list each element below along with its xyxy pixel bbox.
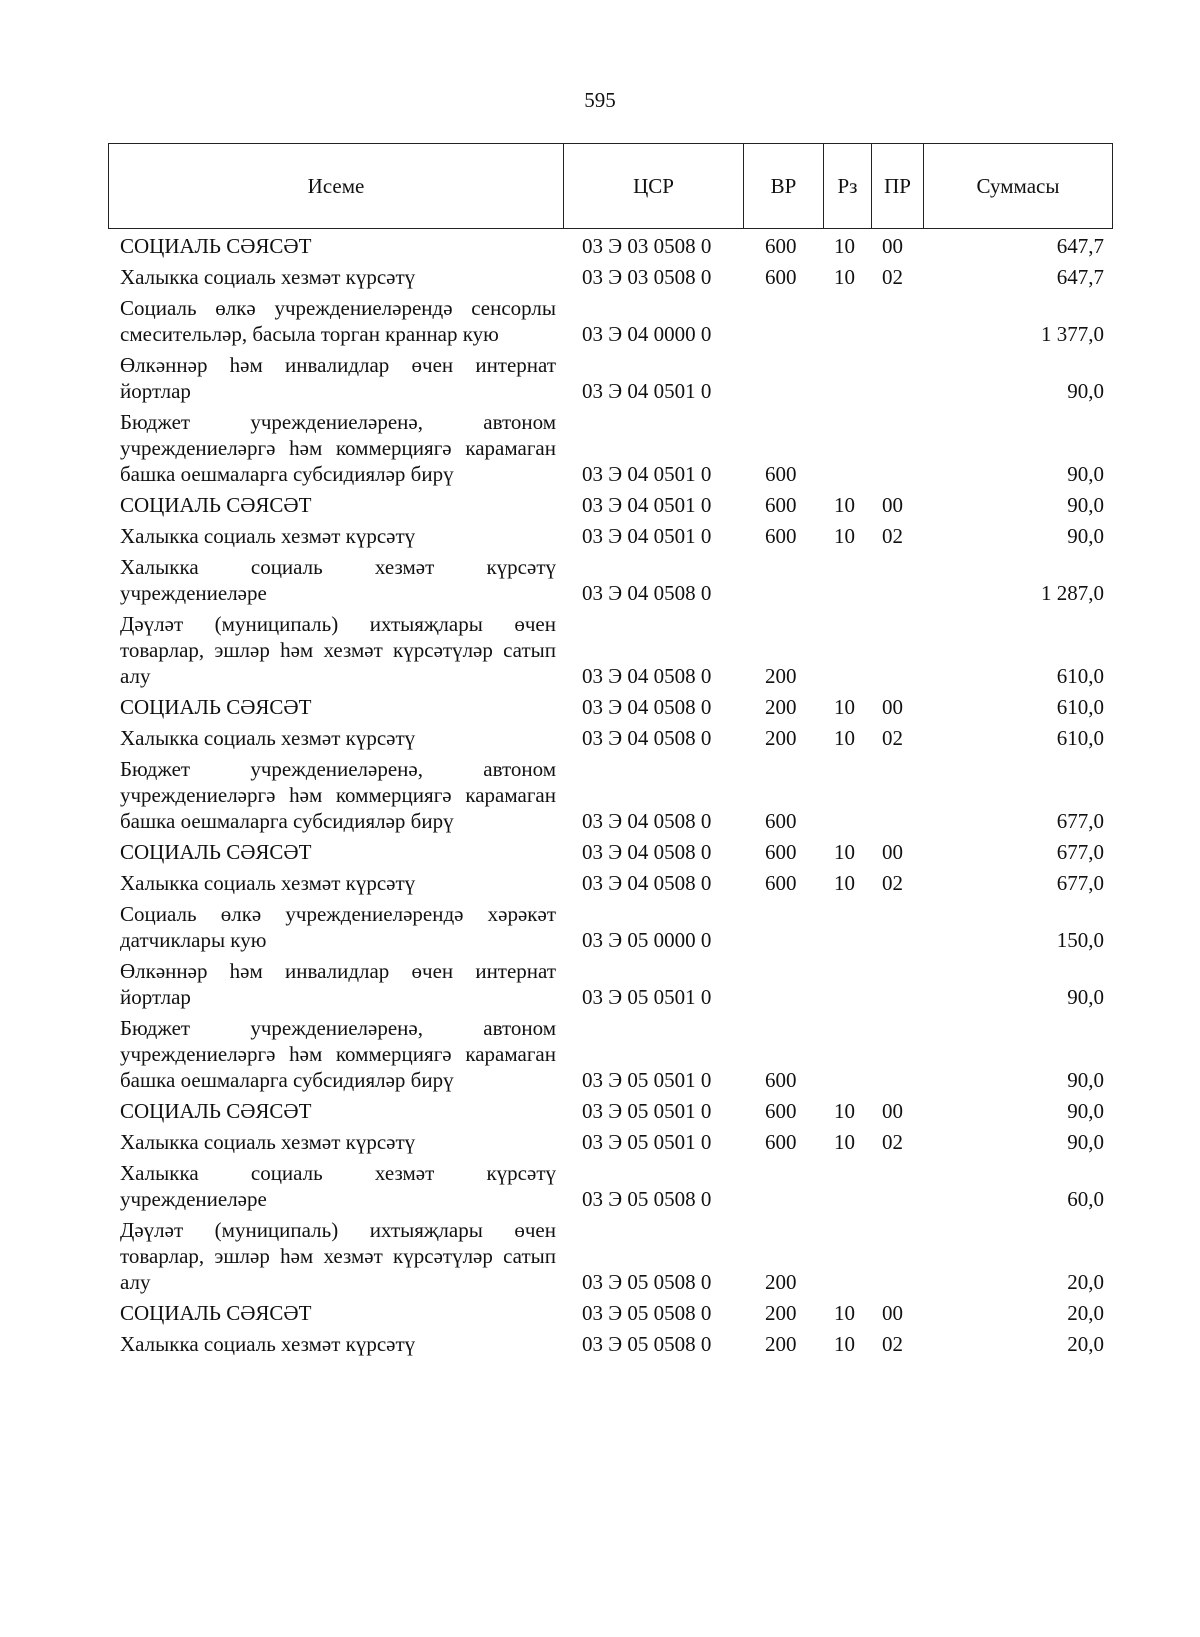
row-pr: 00 bbox=[882, 234, 903, 258]
row-pr: 02 bbox=[882, 726, 903, 750]
row-csr: 03 Э 04 0508 0 bbox=[582, 695, 712, 719]
row-pr: 02 bbox=[882, 265, 903, 289]
row-csr: 03 Э 05 0508 0 bbox=[582, 1270, 712, 1294]
table-row bbox=[0, 754, 1200, 837]
table-row bbox=[0, 490, 1200, 521]
row-vr: 600 bbox=[765, 265, 797, 289]
table-row bbox=[0, 956, 1200, 1013]
row-csr: 03 Э 04 0508 0 bbox=[582, 840, 712, 864]
row-vr: 200 bbox=[765, 664, 797, 688]
table-row bbox=[0, 692, 1200, 723]
row-vr: 600 bbox=[765, 524, 797, 548]
table-row bbox=[0, 1013, 1200, 1096]
row-sum: 90,0 bbox=[1067, 493, 1104, 517]
row-rz: 10 bbox=[834, 493, 855, 517]
row-csr: 03 Э 04 0501 0 bbox=[582, 524, 712, 548]
table-row bbox=[0, 1215, 1200, 1298]
row-csr: 03 Э 04 0508 0 bbox=[582, 664, 712, 688]
row-name: Бюджет учреждениеләренә, автоном учреждениеләргә һәм коммерциягә карамаган башка оешмаларга субсидияләр бирү bbox=[120, 1016, 556, 1092]
row-csr: 03 Э 04 0508 0 bbox=[582, 871, 712, 895]
table-row bbox=[0, 262, 1200, 293]
row-sum: 90,0 bbox=[1067, 1068, 1104, 1092]
row-rz: 10 bbox=[834, 265, 855, 289]
table-row bbox=[0, 899, 1200, 956]
row-name: Бюджет учреждениеләренә, автоном учреждениеләргә һәм коммерциягә карамаган башка оешмаларга субсидияләр бирү bbox=[120, 410, 556, 486]
row-pr: 02 bbox=[882, 1332, 903, 1356]
table-row bbox=[0, 231, 1200, 262]
row-csr: 03 Э 05 0501 0 bbox=[582, 985, 712, 1009]
row-rz: 10 bbox=[834, 1301, 855, 1325]
row-vr: 200 bbox=[765, 695, 797, 719]
row-sum: 90,0 bbox=[1067, 524, 1104, 548]
row-name: Дәүләт (муниципаль) ихтыяҗлары өчен товарлар, эшләр һәм хезмәт күрсәтүләр сатып алу bbox=[120, 612, 556, 688]
row-name: СОЦИАЛЬ СӘЯСӘТ bbox=[120, 840, 312, 864]
row-csr: 03 Э 04 0501 0 bbox=[582, 493, 712, 517]
header-csr: ЦСР bbox=[564, 144, 744, 228]
row-pr: 00 bbox=[882, 1301, 903, 1325]
header-sum: Суммасы bbox=[976, 173, 1060, 198]
table-body bbox=[0, 231, 1200, 1360]
row-sum: 90,0 bbox=[1067, 985, 1104, 1009]
row-name: Халыкка социаль хезмәт күрсәтү учреждениеләре bbox=[120, 555, 556, 605]
row-vr: 600 bbox=[765, 234, 797, 258]
table-row bbox=[0, 552, 1200, 609]
header-vr: ВР bbox=[744, 144, 824, 228]
row-name: Халыкка социаль хезмәт күрсәтү учреждениеләре bbox=[120, 1161, 556, 1211]
row-name: СОЦИАЛЬ СӘЯСӘТ bbox=[120, 1301, 312, 1325]
row-sum: 647,7 bbox=[1056, 234, 1104, 258]
row-sum: 647,7 bbox=[1056, 265, 1104, 289]
row-sum: 90,0 bbox=[1067, 1099, 1104, 1123]
table-row bbox=[0, 1329, 1200, 1360]
row-name: Халыкка социаль хезмәт күрсәтү bbox=[120, 1332, 416, 1356]
table-row bbox=[0, 1127, 1200, 1158]
row-name: СОЦИАЛЬ СӘЯСӘТ bbox=[120, 695, 312, 719]
row-pr: 00 bbox=[882, 695, 903, 719]
row-name: СОЦИАЛЬ СӘЯСӘТ bbox=[120, 1099, 312, 1123]
row-sum: 610,0 bbox=[1056, 664, 1104, 688]
row-name: Өлкәннәр һәм инвалидлар өчен интернат йортлар bbox=[120, 353, 556, 403]
row-vr: 600 bbox=[765, 1130, 797, 1154]
row-sum: 20,0 bbox=[1067, 1301, 1104, 1325]
row-name: Бюджет учреждениеләренә, автоном учреждениеләргә һәм коммерциягә карамаган башка оешмаларга субсидияләр бирү bbox=[120, 757, 556, 833]
row-rz: 10 bbox=[834, 726, 855, 750]
row-sum: 20,0 bbox=[1067, 1332, 1104, 1356]
row-sum: 677,0 bbox=[1056, 871, 1104, 895]
row-csr: 03 Э 03 0508 0 bbox=[582, 265, 712, 289]
table-row bbox=[0, 521, 1200, 552]
row-name: СОЦИАЛЬ СӘЯСӘТ bbox=[120, 493, 312, 517]
row-csr: 03 Э 04 0508 0 bbox=[582, 809, 712, 833]
row-pr: 02 bbox=[882, 871, 903, 895]
row-csr: 03 Э 04 0501 0 bbox=[582, 379, 712, 403]
row-rz: 10 bbox=[834, 524, 855, 548]
row-name: Социаль өлкә учреждениеләрендә хәрәкәт датчиклары кую bbox=[120, 902, 556, 952]
page-number: 595 bbox=[584, 88, 616, 112]
row-vr: 600 bbox=[765, 462, 797, 486]
row-name: Халыкка социаль хезмәт күрсәтү bbox=[120, 726, 416, 750]
row-sum: 677,0 bbox=[1056, 809, 1104, 833]
row-csr: 03 Э 05 0508 0 bbox=[582, 1301, 712, 1325]
row-pr: 02 bbox=[882, 524, 903, 548]
row-csr: 03 Э 05 0501 0 bbox=[582, 1130, 712, 1154]
row-name: Халыкка социаль хезмәт күрсәтү bbox=[120, 1130, 416, 1154]
row-pr: 00 bbox=[882, 840, 903, 864]
row-vr: 600 bbox=[765, 871, 797, 895]
row-vr: 200 bbox=[765, 1301, 797, 1325]
row-csr: 03 Э 04 0000 0 bbox=[582, 322, 712, 346]
row-sum: 20,0 bbox=[1067, 1270, 1104, 1294]
row-sum: 90,0 bbox=[1067, 1130, 1104, 1154]
row-name: Халыкка социаль хезмәт күрсәтү bbox=[120, 871, 416, 895]
row-rz: 10 bbox=[834, 234, 855, 258]
row-name: Халыкка социаль хезмәт күрсәтү bbox=[120, 524, 416, 548]
table-row bbox=[0, 609, 1200, 692]
row-sum: 90,0 bbox=[1067, 379, 1104, 403]
row-vr: 600 bbox=[765, 840, 797, 864]
row-csr: 03 Э 04 0501 0 bbox=[582, 462, 712, 486]
table-row bbox=[0, 723, 1200, 754]
row-name: Халыкка социаль хезмәт күрсәтү bbox=[120, 265, 416, 289]
row-rz: 10 bbox=[834, 695, 855, 719]
row-sum: 1 377,0 bbox=[1041, 322, 1104, 346]
row-rz: 10 bbox=[834, 1332, 855, 1356]
header-name: Исеме bbox=[109, 144, 564, 228]
row-csr: 03 Э 03 0508 0 bbox=[582, 234, 712, 258]
table-row bbox=[0, 837, 1200, 868]
row-vr: 200 bbox=[765, 1270, 797, 1294]
row-name: Дәүләт (муниципаль) ихтыяҗлары өчен товарлар, эшләр һәм хезмәт күрсәтүләр сатып алу bbox=[120, 1218, 556, 1294]
row-rz: 10 bbox=[834, 1130, 855, 1154]
row-csr: 03 Э 05 0501 0 bbox=[582, 1068, 712, 1092]
header-rz: Рз bbox=[824, 144, 872, 228]
row-sum: 1 287,0 bbox=[1041, 581, 1104, 605]
row-name: Социаль өлкә учреждениеләрендә сенсорлы смесительләр, басыла торган краннар кую bbox=[120, 296, 556, 346]
row-csr: 03 Э 05 0508 0 bbox=[582, 1187, 712, 1211]
table-row bbox=[0, 868, 1200, 899]
row-pr: 00 bbox=[882, 493, 903, 517]
table-row bbox=[0, 1158, 1200, 1215]
row-csr: 03 Э 05 0000 0 bbox=[582, 928, 712, 952]
header-pr: ПР bbox=[872, 144, 924, 228]
row-sum: 150,0 bbox=[1056, 928, 1104, 952]
row-name: Өлкәннәр һәм инвалидлар өчен интернат йортлар bbox=[120, 959, 556, 1009]
row-pr: 00 bbox=[882, 1099, 903, 1123]
row-sum: 677,0 bbox=[1056, 840, 1104, 864]
row-vr: 200 bbox=[765, 726, 797, 750]
row-csr: 03 Э 05 0508 0 bbox=[582, 1332, 712, 1356]
row-vr: 600 bbox=[765, 1068, 797, 1092]
table-row bbox=[0, 1096, 1200, 1127]
row-sum: 90,0 bbox=[1067, 462, 1104, 486]
row-csr: 03 Э 05 0501 0 bbox=[582, 1099, 712, 1123]
row-rz: 10 bbox=[834, 840, 855, 864]
table-row bbox=[0, 350, 1200, 407]
row-name: СОЦИАЛЬ СӘЯСӘТ bbox=[120, 234, 312, 258]
row-pr: 02 bbox=[882, 1130, 903, 1154]
row-vr: 600 bbox=[765, 493, 797, 517]
row-sum: 610,0 bbox=[1056, 726, 1104, 750]
row-csr: 03 Э 04 0508 0 bbox=[582, 581, 712, 605]
table-row bbox=[0, 407, 1200, 490]
row-rz: 10 bbox=[834, 1099, 855, 1123]
table-row bbox=[0, 1298, 1200, 1329]
row-vr: 600 bbox=[765, 809, 797, 833]
table-row bbox=[0, 293, 1200, 350]
row-sum: 60,0 bbox=[1067, 1187, 1104, 1211]
table-header bbox=[108, 143, 1113, 229]
row-csr: 03 Э 04 0508 0 bbox=[582, 726, 712, 750]
row-sum: 610,0 bbox=[1056, 695, 1104, 719]
row-vr: 600 bbox=[765, 1099, 797, 1123]
row-rz: 10 bbox=[834, 871, 855, 895]
row-vr: 200 bbox=[765, 1332, 797, 1356]
